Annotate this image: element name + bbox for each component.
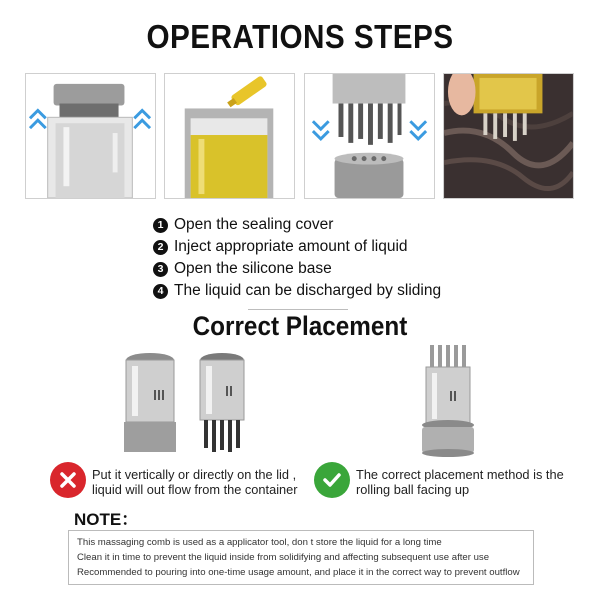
step-number-badge: 2: [153, 240, 168, 255]
step-item: [153, 236, 483, 258]
note-title: NOTE：: [74, 510, 139, 529]
step-item: [153, 258, 483, 280]
step-text: The liquid can be discharged by sliding: [174, 282, 442, 299]
step-1-image: [25, 73, 156, 199]
arrow-up-icon: [30, 110, 46, 128]
bottle-remove-base-illustration: [305, 74, 434, 198]
note-box: [68, 530, 534, 585]
note-line: Clean it in time to prevent the liquid inside from solidifying and affecting subsequent use after use: [77, 552, 490, 563]
step-3-image: [304, 73, 435, 199]
wrong-placement-bottle-upright: [196, 352, 248, 452]
section-divider: [248, 309, 348, 310]
placement-title: Correct Placement: [192, 311, 408, 341]
note-line: This massaging comb is used as a applicator tool, don t store the liquid for a long time: [77, 537, 442, 548]
wrong-placement-caption: Put it vertically or directly on the lid , liquid will out flow from the container: [92, 467, 298, 497]
step-number-badge: 3: [153, 262, 168, 277]
wrong-placement-bottle-capped: [120, 352, 180, 452]
page-title: OPERATIONS STEPS: [146, 18, 454, 55]
arrow-down-icon: [313, 121, 329, 139]
step-4-image: [443, 73, 574, 199]
note-line: Recommended to pouring into one-time usage amount, and place it in the correct way to prevent outflow: [77, 567, 520, 578]
step-number-badge: 1: [153, 218, 168, 233]
bottle-open-cover-illustration: [26, 74, 155, 198]
correct-placement-caption: The correct placement method is the rolling ball facing up: [356, 467, 564, 497]
steps-list: [153, 214, 483, 302]
applying-on-scalp-illustration: [444, 74, 573, 198]
step-text: Inject appropriate amount of liquid: [174, 238, 408, 255]
arrow-down-icon: [410, 121, 426, 139]
correct-placement-bottle: [414, 345, 482, 457]
correct-check-icon: [314, 462, 350, 498]
step-text: Open the sealing cover: [174, 216, 334, 233]
step-2-image: [164, 73, 295, 199]
wrong-x-icon: [50, 462, 86, 498]
arrow-up-icon: [134, 110, 150, 128]
bottle-fill-liquid-illustration: [165, 74, 294, 198]
step-text: Open the silicone base: [174, 260, 332, 277]
step-number-badge: 4: [153, 284, 168, 299]
step-item: [153, 214, 483, 236]
step-item: [153, 280, 483, 302]
